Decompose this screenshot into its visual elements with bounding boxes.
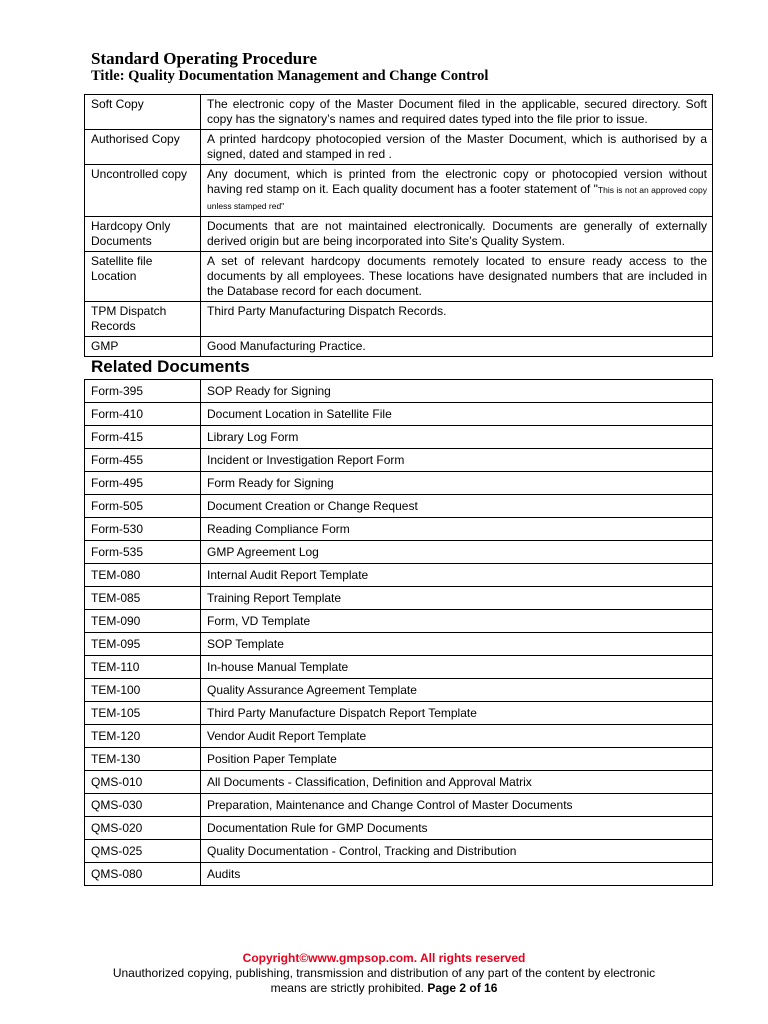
related-document-row [85, 771, 713, 794]
definition-text-main: Third Party Manufacturing Dispatch Records. [207, 304, 447, 318]
definitions-table [84, 94, 713, 357]
related-document-code: QMS-010 [85, 771, 201, 794]
related-document-row [85, 403, 713, 426]
definition-row [85, 165, 713, 217]
related-document-row [85, 863, 713, 886]
related-document-code: Form-410 [85, 403, 201, 426]
definition-text-small: This is not an approved copy unless stamped red" [207, 185, 707, 211]
related-document-row [85, 610, 713, 633]
related-document-title: Form Ready for Signing [201, 472, 713, 495]
related-document-title: All Documents - Classification, Definition and Approval Matrix [201, 771, 713, 794]
related-document-row [85, 656, 713, 679]
related-document-row [85, 679, 713, 702]
related-document-row [85, 564, 713, 587]
related-document-title: Position Paper Template [201, 748, 713, 771]
definition-text [201, 95, 713, 130]
definition-text-main: A printed hardcopy photocopied version of the Master Document, which is authorised by a signed, dated and stamped in red . [207, 132, 707, 161]
copying-notice-line2-text: means are strictly prohibited. [270, 981, 425, 995]
related-documents-heading: Related Documents [91, 357, 250, 376]
related-document-code: TEM-090 [85, 610, 201, 633]
related-document-title: Reading Compliance Form [201, 518, 713, 541]
document-title: Title: Quality Documentation Management and Change Control [91, 68, 489, 84]
definition-term: GMP [85, 337, 201, 357]
related-document-row [85, 426, 713, 449]
definition-text [201, 217, 713, 252]
definition-text [201, 302, 713, 337]
copyright-notice: Copyright©www.gmpsop.com. All rights reserved [242, 951, 526, 965]
related-document-code: TEM-110 [85, 656, 201, 679]
related-document-code: Form-535 [85, 541, 201, 564]
related-document-code: Form-505 [85, 495, 201, 518]
definition-row [85, 302, 713, 337]
related-document-code: TEM-085 [85, 587, 201, 610]
definition-text [201, 165, 713, 217]
related-documents-table [84, 379, 713, 886]
related-document-row [85, 380, 713, 403]
related-document-code: TEM-100 [85, 679, 201, 702]
related-document-code: TEM-105 [85, 702, 201, 725]
related-document-row [85, 472, 713, 495]
related-document-title: Documentation Rule for GMP Documents [201, 817, 713, 840]
related-document-code: Form-530 [85, 518, 201, 541]
definition-row [85, 95, 713, 130]
related-document-title: Internal Audit Report Template [201, 564, 713, 587]
related-document-title: Document Creation or Change Request [201, 495, 713, 518]
related-document-row [85, 794, 713, 817]
related-document-row [85, 518, 713, 541]
related-document-code: QMS-080 [85, 863, 201, 886]
related-document-title: SOP Template [201, 633, 713, 656]
related-document-row [85, 449, 713, 472]
definition-row [85, 130, 713, 165]
definition-row [85, 337, 713, 357]
related-document-row [85, 725, 713, 748]
page-number: Page 2 of 16 [427, 981, 498, 995]
related-document-title: Document Location in Satellite File [201, 403, 713, 426]
related-document-code: TEM-095 [85, 633, 201, 656]
related-document-title: Quality Assurance Agreement Template [201, 679, 713, 702]
related-document-title: Training Report Template [201, 587, 713, 610]
related-document-title: Preparation, Maintenance and Change Control of Master Documents [201, 794, 713, 817]
related-document-title: In-house Manual Template [201, 656, 713, 679]
copying-notice-line2 [0, 981, 768, 995]
definition-term: Authorised Copy [85, 130, 201, 165]
related-document-row [85, 495, 713, 518]
related-document-code: TEM-120 [85, 725, 201, 748]
related-document-code: Form-415 [85, 426, 201, 449]
definition-term: Hardcopy Only Documents [85, 217, 201, 252]
related-document-row [85, 587, 713, 610]
definition-text [201, 130, 713, 165]
definition-term: Soft Copy [85, 95, 201, 130]
definition-term: Uncontrolled copy [85, 165, 201, 217]
related-document-title: Library Log Form [201, 426, 713, 449]
definition-text-main: Documents that are not maintained electronically. Documents are generally of externally derived origin but are being incorporated into Site’s Quality System. [207, 219, 707, 248]
definition-text-main: Good Manufacturing Practice. [207, 339, 366, 353]
related-document-row [85, 541, 713, 564]
related-document-code: TEM-080 [85, 564, 201, 587]
copying-notice-line1: Unauthorized copying, publishing, transmission and distribution of any part of the content by electronic [112, 966, 656, 980]
related-document-code: TEM-130 [85, 748, 201, 771]
related-document-title: Vendor Audit Report Template [201, 725, 713, 748]
related-document-title: GMP Agreement Log [201, 541, 713, 564]
related-document-title: Form, VD Template [201, 610, 713, 633]
related-document-code: QMS-020 [85, 817, 201, 840]
related-document-title: Third Party Manufacture Dispatch Report Template [201, 702, 713, 725]
definition-term: Satellite file Location [85, 252, 201, 302]
related-document-code: QMS-030 [85, 794, 201, 817]
definition-text [201, 337, 713, 357]
related-document-row [85, 748, 713, 771]
related-document-code: Form-455 [85, 449, 201, 472]
related-document-row [85, 840, 713, 863]
related-document-title: Incident or Investigation Report Form [201, 449, 713, 472]
related-document-row [85, 702, 713, 725]
related-document-row [85, 633, 713, 656]
definition-text-main: Any document, which is printed from the electronic copy or photocopied version without having red stamp on it. Each quality document has a footer statement of " [207, 167, 707, 196]
document-type-heading: Standard Operating Procedure [91, 49, 318, 68]
related-document-code: QMS-025 [85, 840, 201, 863]
related-document-title: SOP Ready for Signing [201, 380, 713, 403]
related-document-title: Audits [201, 863, 713, 886]
definition-row [85, 217, 713, 252]
definition-term: TPM Dispatch Records [85, 302, 201, 337]
definition-row [85, 252, 713, 302]
related-document-row [85, 817, 713, 840]
related-document-title: Quality Documentation - Control, Tracking and Distribution [201, 840, 713, 863]
related-document-code: Form-395 [85, 380, 201, 403]
definition-text [201, 252, 713, 302]
related-document-code: Form-495 [85, 472, 201, 495]
definition-text-main: A set of relevant hardcopy documents remotely located to ensure ready access to the documents by all employees. These locations have designated numbers that are included in the Database record for each document. [207, 254, 707, 298]
definition-text-main: The electronic copy of the Master Document filed in the applicable, secured directory. Soft copy has the signatory’s names and required dates typed into the file prior to issue. [207, 97, 707, 126]
